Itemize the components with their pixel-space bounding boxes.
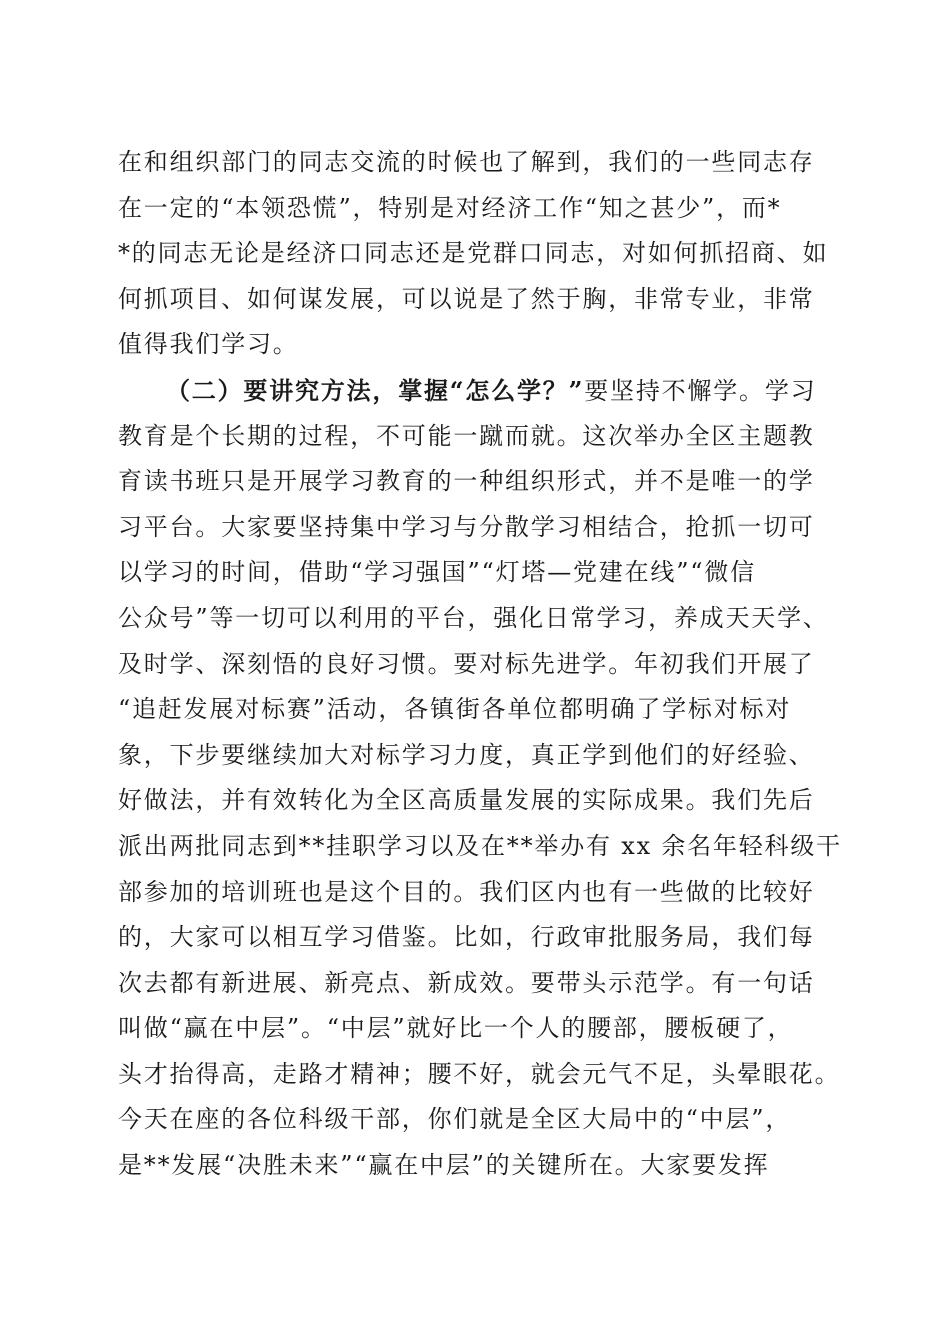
body-text bbox=[118, 140, 842, 1189]
text-line-22: 今天在座的各位科级干部，你们就是全区大局中的“中层”， bbox=[118, 1105, 792, 1134]
text-line-21: 头才抬得高，走路才精神；腰不好，就会元气不足，头晕眼花。 bbox=[118, 1059, 841, 1088]
text-line-16: 派出两批同志到**挂职学习以及在**举办有 xx 余名年轻科级干 bbox=[118, 831, 842, 860]
text-line-7: 教育是个长期的过程，不可能一蹴而就。这次举办全区主题教 bbox=[118, 421, 815, 450]
section-heading: （二）要讲究方法，掌握“怎么学？” bbox=[166, 375, 585, 405]
section-heading-line bbox=[118, 368, 838, 414]
text-line-15: 好做法，并有效转化为全区高质量发展的实际成果。我们先后 bbox=[118, 786, 815, 815]
text-line-20: 叫做“赢在中层”。“中层”就好比一个人的腰部，腰板硬了， bbox=[118, 1014, 794, 1043]
text-line-12: 及时学、深刻悟的良好习惯。要对标先进学。年初我们开展了 bbox=[118, 649, 815, 678]
text-line-9: 习平台。大家要坚持集中学习与分散学习相结合，抢抓一切可 bbox=[118, 512, 815, 541]
text-line-14: 象，下步要继续加大对标学习力度，真正学到他们的好经验、 bbox=[118, 740, 815, 769]
text-line-19: 次去都有新进展、新亮点、新成效。要带头示范学。有一句话 bbox=[118, 968, 815, 997]
text-line-17: 部参加的培训班也是这个目的。我们区内也有一些做的比较好 bbox=[118, 877, 815, 906]
text-line-8: 育读书班只是开展学习教育的一种组织形式，并不是唯一的学 bbox=[118, 467, 815, 496]
text-line-1: 在和组织部门的同志交流的时候也了解到，我们的一些同志存 bbox=[118, 148, 815, 176]
text-line-2: 在一定的“本领恐慌”，特别是对经济工作“知之甚少”，而* bbox=[118, 193, 782, 222]
text-line-18: 的，大家可以相互学习借鉴。比如，行政审批服务局，我们每 bbox=[118, 923, 815, 952]
text-line-3: *的同志无论是经济口同志还是党群口同志，对如何抓招商、如 bbox=[118, 239, 829, 268]
section-heading-tail: 要坚持不懈学。学习 bbox=[584, 376, 817, 405]
text-line-23: 是**发展“决胜未来”“赢在中层”的关键所在。大家要发挥 bbox=[118, 1151, 770, 1180]
text-line-13: “追赶发展对标赛”活动，各镇街各单位都明确了学标对标对 bbox=[118, 695, 792, 724]
text-line-10: 以学习的时间，借助“学习强国”“灯塔—党建在线”“微信 bbox=[118, 558, 756, 587]
text-line-5: 值得我们学习。 bbox=[118, 330, 299, 359]
text-line-11: 公众号”等一切可以利用的平台，强化日常学习，养成天天学、 bbox=[118, 603, 829, 632]
text-line-4: 何抓项目、如何谋发展，可以说是了然于胸，非常专业，非常 bbox=[118, 284, 815, 313]
